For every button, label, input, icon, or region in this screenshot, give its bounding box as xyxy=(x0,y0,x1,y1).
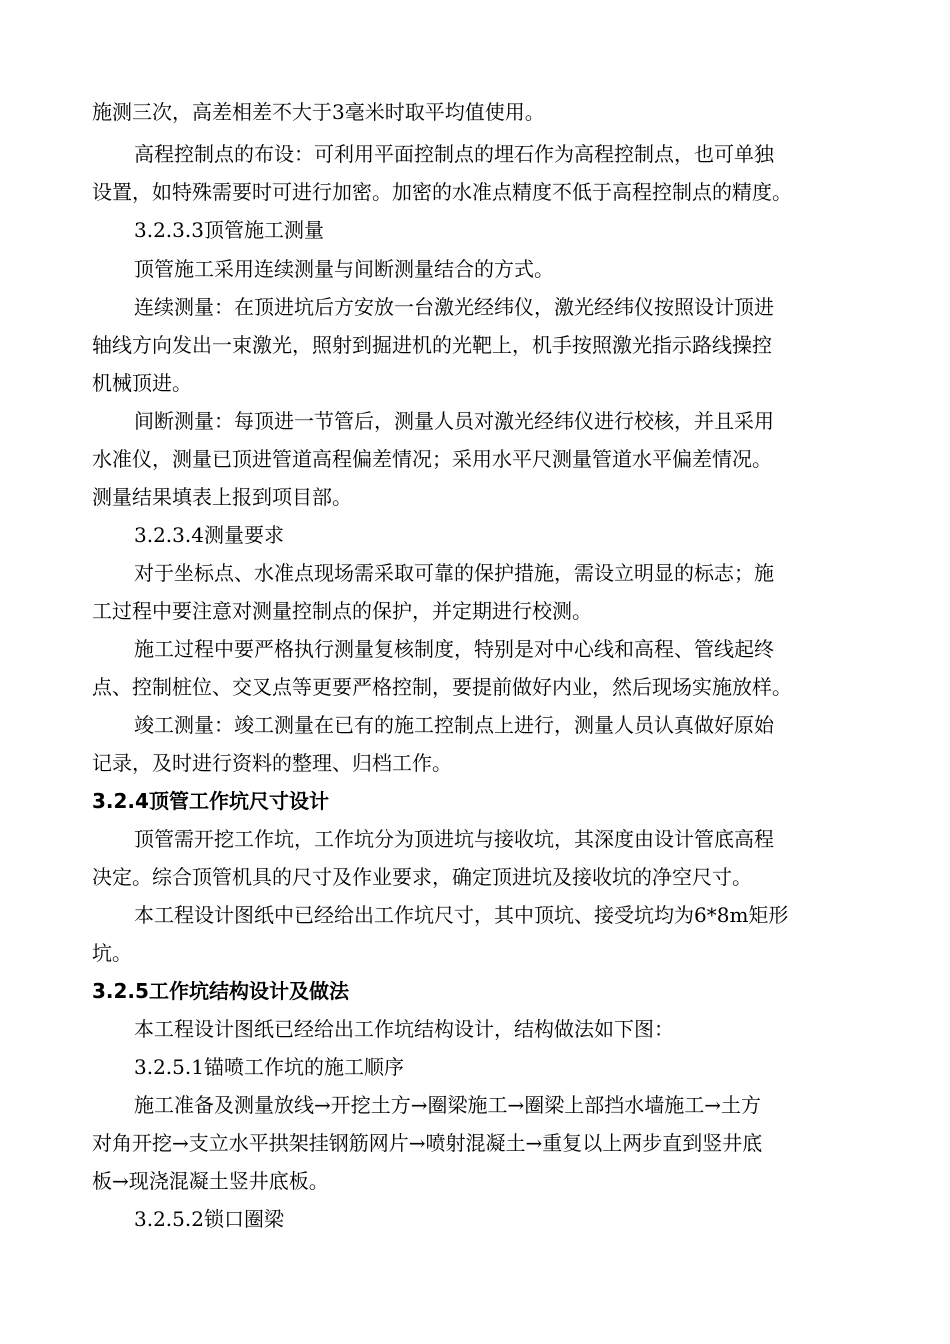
paragraph-line: 记录，及时进行资料的整理、归档工作。 xyxy=(92,751,452,775)
paragraph-line: 测量结果填表上报到项目部。 xyxy=(92,485,352,509)
paragraph-line: 工过程中要注意对测量控制点的保护，并定期进行校测。 xyxy=(92,599,592,623)
paragraph-line: 施工准备及测量放线→开挖土方→圈梁施工→圈梁上部挡水墙施工→土方 xyxy=(134,1093,762,1117)
paragraph-line: 机械顶进。 xyxy=(92,371,192,395)
paragraph-line: 施测三次，高差相差不大于3毫米时取平均值使用。 xyxy=(92,100,545,124)
paragraph-line: 水准仪，测量已顶进管道高程偏差情况；采用水平尺测量管道水平偏差情况。 xyxy=(92,447,772,471)
section-number-line: 3.2.3.4测量要求 xyxy=(134,523,284,547)
paragraph-line: 点、控制桩位、交叉点等更要严格控制，要提前做好内业，然后现场实施放样。 xyxy=(92,675,792,699)
paragraph-line: 对角开挖→支立水平拱架挂钢筋网片→喷射混凝土→重复以上两步直到竖井底 xyxy=(92,1131,763,1155)
paragraph-line: 设置，如特殊需要时可进行加密。加密的水准点精度不低于高程控制点的精度。 xyxy=(92,180,792,204)
paragraph-line: 连续测量：在顶进坑后方安放一台激光经纬仪，激光经纬仪按照设计顶进 xyxy=(134,295,774,319)
paragraph-line: 本工程设计图纸中已经给出工作坑尺寸，其中顶坑、接受坑均为6*8m矩形 xyxy=(134,903,789,927)
paragraph-line: 决定。综合顶管机具的尺寸及作业要求，确定顶进坑及接收坑的净空尺寸。 xyxy=(92,865,752,889)
section-heading: 3.2.5工作坑结构设计及做法 xyxy=(92,979,349,1003)
paragraph-line: 坑。 xyxy=(92,941,132,965)
paragraph-line: 对于坐标点、水准点现场需采取可靠的保护措施，需设立明显的标志；施 xyxy=(134,561,774,585)
paragraph-line: 顶管需开挖工作坑，工作坑分为顶进坑与接收坑，其深度由设计管底高程 xyxy=(134,827,774,851)
paragraph-line: 高程控制点的布设：可利用平面控制点的埋石作为高程控制点，也可单独 xyxy=(134,142,774,166)
paragraph-line: 顶管施工采用连续测量与间断测量结合的方式。 xyxy=(134,257,554,281)
section-heading: 3.2.4顶管工作坑尺寸设计 xyxy=(92,789,329,813)
paragraph-line: 施工过程中要严格执行测量复核制度，特别是对中心线和高程、管线起终 xyxy=(134,637,774,661)
paragraph-line: 本工程设计图纸已经给出工作坑结构设计，结构做法如下图： xyxy=(134,1017,674,1041)
section-number-line: 3.2.5.2锁口圈梁 xyxy=(134,1207,284,1231)
paragraph-line: 间断测量：每顶进一节管后，测量人员对激光经纬仪进行校核，并且采用 xyxy=(134,409,774,433)
paragraph-line: 竣工测量：竣工测量在已有的施工控制点上进行，测量人员认真做好原始 xyxy=(134,713,774,737)
section-number-line: 3.2.3.3顶管施工测量 xyxy=(134,218,324,242)
paragraph-line: 板→现浇混凝土竖井底板。 xyxy=(92,1169,329,1193)
section-number-line: 3.2.5.1锚喷工作坑的施工顺序 xyxy=(134,1055,404,1079)
paragraph-line: 轴线方向发出一束激光，照射到掘进机的光靶上，机手按照激光指示路线操控 xyxy=(92,333,772,357)
